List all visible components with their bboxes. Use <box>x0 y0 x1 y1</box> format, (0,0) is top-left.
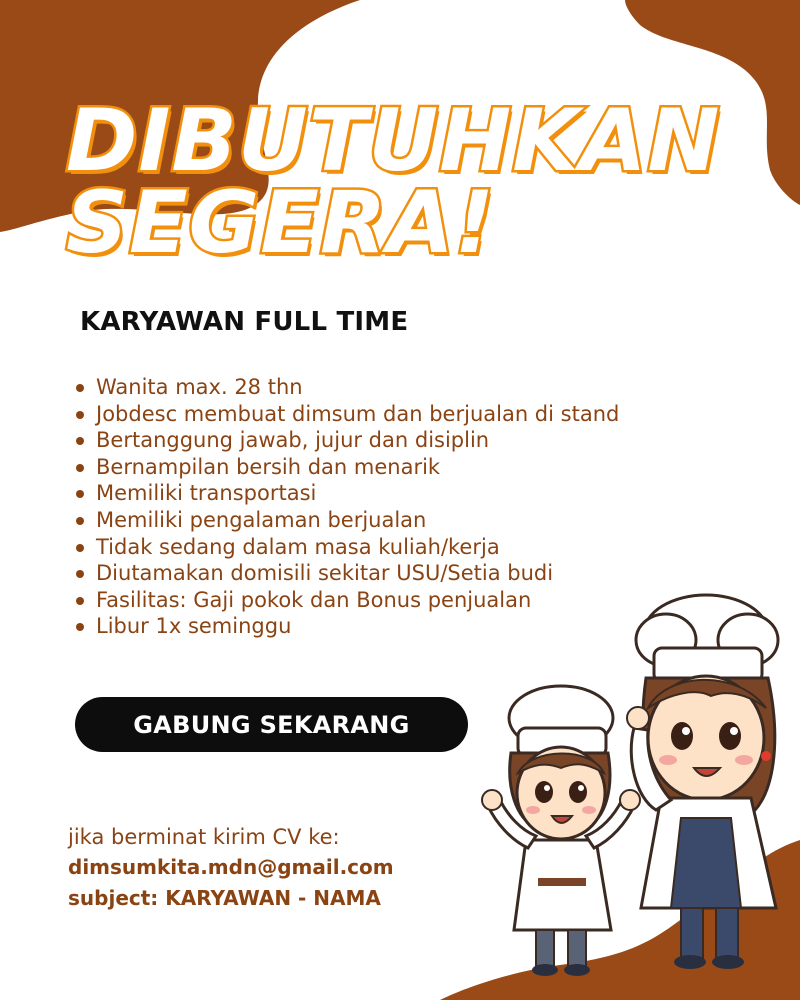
headline-dibutuhkan: DIBUTUHKAN <box>66 91 721 191</box>
bullet-icon <box>76 570 84 578</box>
list-item: Fasilitas: Gaji pokok dan Bonus penjualan <box>74 587 619 614</box>
chef-illustration-icon <box>476 578 796 978</box>
list-item: Bertanggung jawab, jujur dan disiplin <box>74 427 619 454</box>
contact-intro: jika berminat kirim CV ke: <box>68 825 340 849</box>
bullet-icon <box>76 623 84 631</box>
list-item: Wanita max. 28 thn <box>74 374 619 401</box>
bullet-icon <box>76 490 84 498</box>
join-now-button[interactable]: GABUNG SEKARANG <box>75 697 468 752</box>
list-item: Memiliki pengalaman berjualan <box>74 507 619 534</box>
chef-large <box>627 595 778 969</box>
bullet-icon <box>76 517 84 525</box>
bullet-icon <box>76 411 84 419</box>
bullet-icon <box>76 597 84 605</box>
email-subject: subject: KARYAWAN - NAMA <box>68 886 381 910</box>
list-item: Diutamakan domisili sekitar USU/Setia budi <box>74 560 619 587</box>
headline-segera: SEGERA! <box>66 173 496 273</box>
job-title: KARYAWAN FULL TIME <box>80 307 409 337</box>
list-item: Memiliki transportasi <box>74 480 619 507</box>
bullet-icon <box>76 544 84 552</box>
list-item: Jobdesc membuat dimsum dan berjualan di stand <box>74 401 619 428</box>
bullet-icon <box>76 464 84 472</box>
contact-email[interactable]: dimsumkita.mdn@gmail.com <box>68 855 394 879</box>
list-item: Bernampilan bersih dan menarik <box>74 454 619 481</box>
bullet-icon <box>76 437 84 445</box>
chef-small <box>482 686 640 976</box>
list-item: Tidak sedang dalam masa kuliah/kerja <box>74 534 619 561</box>
contact-block <box>68 822 394 914</box>
list-item: Libur 1x seminggu <box>74 613 619 640</box>
bullet-icon <box>76 384 84 392</box>
